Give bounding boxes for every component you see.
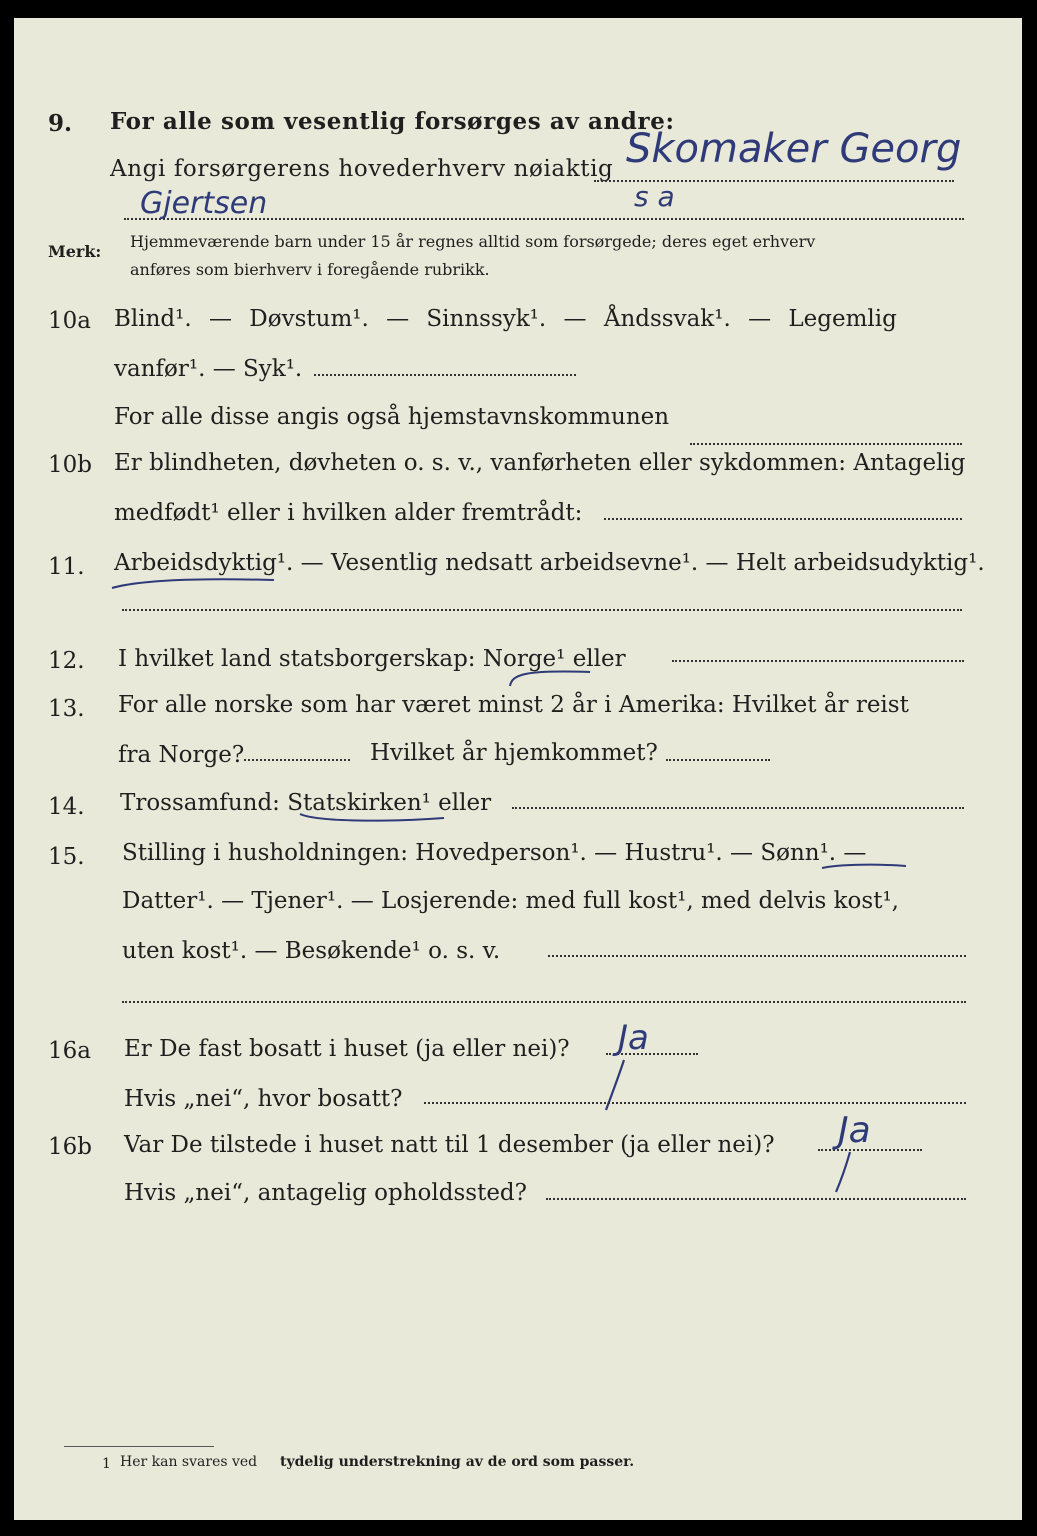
q10b-number: 10b: [48, 452, 92, 478]
q9-handwritten-answer-3: Gjertsen: [140, 186, 268, 221]
q13-line1: For alle norske som har været minst 2 år i Amerika: Hvilket år reist: [118, 692, 909, 718]
q16a-number: 16a: [48, 1038, 91, 1064]
q10a-line1: Blind¹. — Døvstum¹. — Sinnssyk¹. — Åndssvak¹. — Legemlig: [114, 306, 897, 332]
q16a-handwritten-answer: Ja: [618, 1018, 649, 1058]
q12-underline-mark: [506, 664, 596, 688]
q15-answer-line-1[interactable]: [548, 955, 966, 957]
q14-line1: Trossamfund: Statskirken¹ eller: [120, 790, 492, 816]
q15-number: 15.: [48, 844, 85, 870]
q11-number: 11.: [48, 554, 85, 580]
q13-number: 13.: [48, 696, 85, 722]
q9-handwritten-answer-1: Skomaker Georg: [626, 126, 962, 172]
q9-handwritten-answer-2: s a: [634, 180, 675, 213]
q11-line1: Arbeidsdyktig¹. — Vesentlig nedsatt arbeidsevne¹. — Helt arbeidsudyktig¹.: [114, 550, 985, 576]
q16b-handwritten-answer: Ja: [838, 1110, 871, 1151]
q10a-line3: For alle disse angis også hjemstavnskommunen: [114, 404, 670, 430]
q16a-line2: Hvis „nei“, hvor bosatt?: [124, 1086, 403, 1112]
q15-answer-line-2[interactable]: [122, 1001, 966, 1003]
q12-line1: I hvilket land statsborgerskap: Norge¹ eller: [118, 646, 626, 672]
q14-underline-mark: [298, 810, 448, 826]
merk-label: Merk:: [48, 242, 102, 261]
q16b-number: 16b: [48, 1134, 92, 1160]
q13-line2b: Hvilket år hjemkommet?: [370, 740, 658, 766]
q13-line2a: fra Norge?: [118, 742, 245, 768]
q12-answer-line[interactable]: [672, 660, 964, 662]
footnote-text-a: Her kan svares ved: [120, 1454, 258, 1470]
q12-number: 12.: [48, 648, 85, 674]
q13-reist-answer-line[interactable]: [244, 759, 350, 761]
q16a-bosatt-answer-line[interactable]: [424, 1102, 966, 1104]
census-form-page: [14, 18, 1022, 1520]
q11-answer-line[interactable]: [122, 609, 962, 611]
q16a-line1: Er De fast bosatt i huset (ja eller nei)?: [124, 1036, 570, 1062]
footnote-rule: [64, 1446, 214, 1447]
merk-line1: Hjemmeværende barn under 15 år regnes alltid som forsørgede; deres eget erhverv: [130, 232, 816, 251]
q15-underline-mark: [820, 862, 910, 872]
q9-line2: Angi forsørgerens hovederhverv nøiaktig: [110, 156, 614, 182]
q14-number: 14.: [48, 794, 85, 820]
q16b-handwritten-stroke: [826, 1150, 856, 1194]
q10a-number: 10a: [48, 308, 91, 334]
q10a-hjemstavn-answer-line[interactable]: [690, 443, 962, 445]
q10b-line2: medfødt¹ eller i hvilken alder fremtrådt:: [114, 500, 583, 526]
q9-number: 9.: [48, 110, 73, 137]
q10b-answer-line[interactable]: [604, 518, 962, 520]
merk-line2: anføres som bierhverv i foregående rubrikk.: [130, 260, 490, 279]
q15-line1: Stilling i husholdningen: Hovedperson¹. — Hustru¹. — Sønn¹. —: [122, 840, 867, 866]
q9-line1: For alle som vesentlig forsørges av andre:: [110, 108, 675, 135]
q15-line3: uten kost¹. — Besøkende¹ o. s. v.: [122, 938, 501, 964]
q16b-opholdssted-answer-line[interactable]: [546, 1198, 966, 1200]
q10b-line1: Er blindheten, døvheten o. s. v., vanførheten eller sykdommen: Antagelig: [114, 450, 966, 476]
q15-line2: Datter¹. — Tjener¹. — Losjerende: med full kost¹, med delvis kost¹,: [122, 888, 899, 914]
footnote-mark: 1: [102, 1456, 111, 1472]
q16b-line1: Var De tilstede i huset natt til 1 desember (ja eller nei)?: [124, 1132, 775, 1158]
q16b-line2: Hvis „nei“, antagelig opholdssted?: [124, 1180, 527, 1206]
q10a-line2: vanfør¹. — Syk¹.: [114, 356, 303, 382]
q14-answer-line[interactable]: [512, 807, 964, 809]
q10a-syk-answer-line[interactable]: [314, 374, 576, 376]
q11-underline-mark: [110, 574, 280, 594]
footnote-text-b: tydelig understrekning av de ord som passer.: [280, 1454, 635, 1470]
q13-hjemkommet-answer-line[interactable]: [666, 759, 770, 761]
